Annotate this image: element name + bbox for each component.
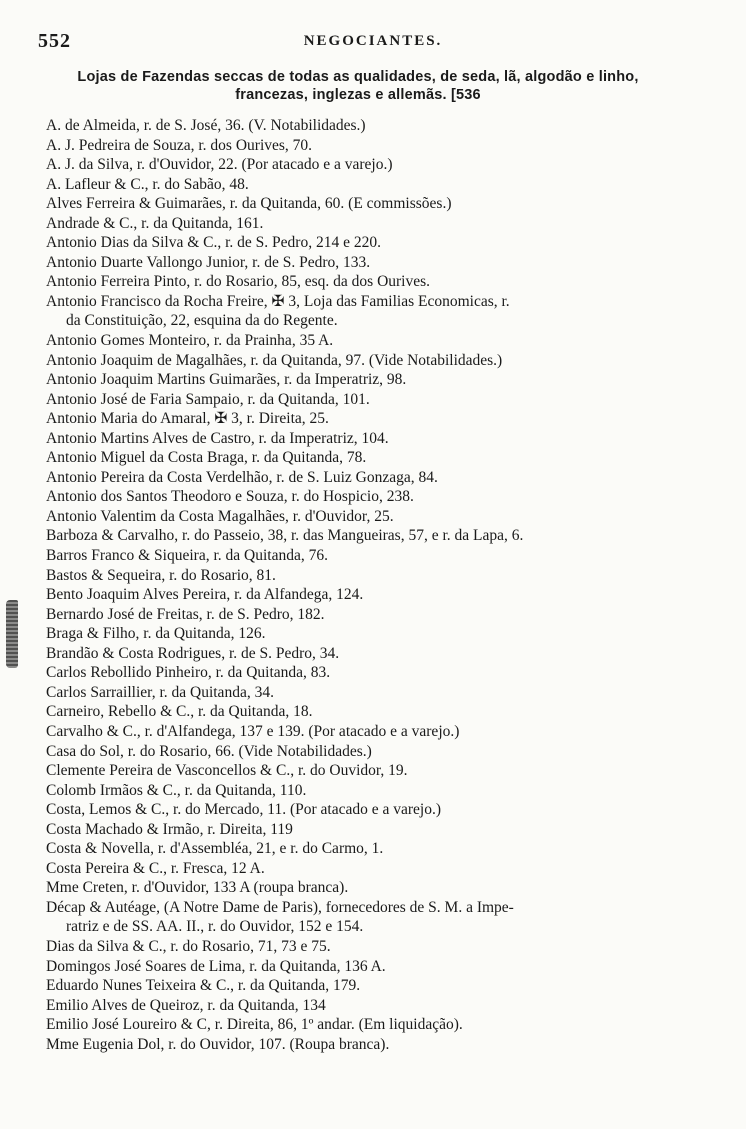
list-item: Mme Eugenia Dol, r. do Ouvidor, 107. (Roupa branca). bbox=[46, 1035, 390, 1053]
list-item: Costa Pereira & C., r. Fresca, 12 A. bbox=[46, 859, 265, 877]
list-item: Carlos Sarraillier, r. da Quitanda, 34. bbox=[46, 683, 274, 701]
list-item: A. de Almeida, r. de S. José, 36. (V. Notabilidades.) bbox=[46, 117, 366, 134]
list-item-continuation: ratriz e de SS. AA. II., r. do Ouvidor, 152 e 154. bbox=[66, 918, 364, 936]
list-item: Antonio Francisco da Rocha Freire, ✠ 3, Loja das Familias Economicas, r. bbox=[46, 292, 510, 310]
binder-clip-mark bbox=[6, 600, 18, 668]
list-item: Alves Ferreira & Guimarães, r. da Quitanda, 60. (E commissões.) bbox=[46, 195, 452, 213]
list-item: A. Lafleur & C., r. do Sabão, 48. bbox=[46, 175, 249, 193]
list-item: Antonio Joaquim de Magalhães, r. da Quitanda, 97. (Vide Notabilidades.) bbox=[46, 351, 503, 369]
page-number: 552 bbox=[38, 30, 71, 52]
list-item: Costa, Lemos & C., r. do Mercado, 11. (Por atacado e a varejo.) bbox=[46, 801, 441, 819]
list-item: Antonio Martins Alves de Castro, r. da Imperatriz, 104. bbox=[46, 429, 389, 447]
list-item: Antonio Ferreira Pinto, r. do Rosario, 85, esq. da dos Ourives. bbox=[46, 273, 431, 291]
list-item: Barros Franco & Siqueira, r. da Quitanda, 76. bbox=[46, 547, 328, 565]
list-item: Emilio José Loureiro & C, r. Direita, 86, 1º andar. (Em liquidação). bbox=[46, 1016, 463, 1034]
list-item: Bento Joaquim Alves Pereira, r. da Alfandega, 124. bbox=[46, 586, 364, 604]
list-item: Antonio Gomes Monteiro, r. da Prainha, 35 A. bbox=[46, 332, 334, 350]
list-item-continuation: da Constituição, 22, esquina da do Regente. bbox=[66, 312, 338, 330]
list-item: Casa do Sol, r. do Rosario, 66. (Vide Notabilidades.) bbox=[46, 742, 372, 760]
list-item: Antonio Dias da Silva & C., r. de S. Pedro, 214 e 220. bbox=[46, 234, 381, 252]
list-item: Brandão & Costa Rodrigues, r. de S. Pedro, 34. bbox=[46, 644, 340, 662]
list-item: Antonio Valentim da Costa Magalhães, r. d'Ouvidor, 25. bbox=[46, 507, 394, 525]
list-item: Eduardo Nunes Teixeira & C., r. da Quitanda, 179. bbox=[46, 977, 361, 995]
list-item: A. J. Pedreira de Souza, r. dos Ourives, 70. bbox=[46, 136, 313, 154]
list-item: Domingos José Soares de Lima, r. da Quitanda, 136 A. bbox=[46, 957, 386, 975]
list-item: Antonio José de Faria Sampaio, r. da Quitanda, 101. bbox=[46, 390, 370, 408]
list-item: Carlos Rebollido Pinheiro, r. da Quitanda, 83. bbox=[46, 664, 331, 682]
section-title bbox=[38, 68, 678, 104]
list-item: Antonio Joaquim Martins Guimarães, r. da Imperatriz, 98. bbox=[46, 371, 407, 389]
list-item: Costa Machado & Irmão, r. Direita, 119 bbox=[46, 820, 293, 838]
list-item: Emilio Alves de Queiroz, r. da Quitanda, 134 bbox=[46, 996, 326, 1014]
running-head: NEGOCIANTES. bbox=[303, 33, 443, 49]
list-item: Barboza & Carvalho, r. do Passeio, 38, r. das Mangueiras, 57, e r. da Lapa, 6. bbox=[46, 527, 524, 545]
section-title-line-1: Lojas de Fazendas seccas de todas as qualidades, de seda, lã, algodão e linho, bbox=[77, 69, 639, 85]
list-item: Antonio Pereira da Costa Verdelhão, r. de S. Luiz Gonzaga, 84. bbox=[46, 468, 438, 486]
list-item: Antonio Miguel da Costa Braga, r. da Quitanda, 78. bbox=[46, 449, 367, 467]
list-item: Colomb Irmãos & C., r. da Quitanda, 110. bbox=[46, 781, 307, 799]
list-item: Décap & Autéage, (A Notre Dame de Paris), fornecedores de S. M. a Impe- bbox=[46, 898, 514, 916]
list-item: Bernardo José de Freitas, r. de S. Pedro, 182. bbox=[46, 605, 325, 623]
list-item: Carneiro, Rebello & C., r. da Quitanda, 18. bbox=[46, 703, 313, 721]
list-item: Costa & Novella, r. d'Assembléa, 21, e r. do Carmo, 1. bbox=[46, 840, 384, 858]
page-header bbox=[20, 30, 726, 56]
list-item: Braga & Filho, r. da Quitanda, 126. bbox=[46, 625, 266, 643]
list-item: Carvalho & C., r. d'Alfandega, 137 e 139. (Por atacado e a varejo.) bbox=[46, 722, 460, 740]
list-item: Antonio dos Santos Theodoro e Souza, r. do Hospicio, 238. bbox=[46, 488, 414, 506]
list-item: Mme Creten, r. d'Ouvidor, 133 A (roupa branca). bbox=[46, 879, 349, 897]
list-item: Antonio Duarte Vallongo Junior, r. de S. Pedro, 133. bbox=[46, 253, 371, 271]
list-item: Bastos & Sequeira, r. do Rosario, 81. bbox=[46, 566, 276, 584]
merchant-list bbox=[46, 116, 686, 1054]
list-item: Andrade & C., r. da Quitanda, 161. bbox=[46, 214, 264, 232]
list-item: Dias da Silva & C., r. do Rosario, 71, 73 e 75. bbox=[46, 937, 331, 955]
section-title-line-2: francezas, inglezas e allemãs. [536 bbox=[235, 87, 481, 103]
list-item: Antonio Maria do Amaral, ✠ 3, r. Direita, 25. bbox=[46, 410, 329, 428]
list-item: Clemente Pereira de Vasconcellos & C., r. do Ouvidor, 19. bbox=[46, 762, 408, 780]
list-item: A. J. da Silva, r. d'Ouvidor, 22. (Por atacado e a varejo.) bbox=[46, 156, 393, 174]
